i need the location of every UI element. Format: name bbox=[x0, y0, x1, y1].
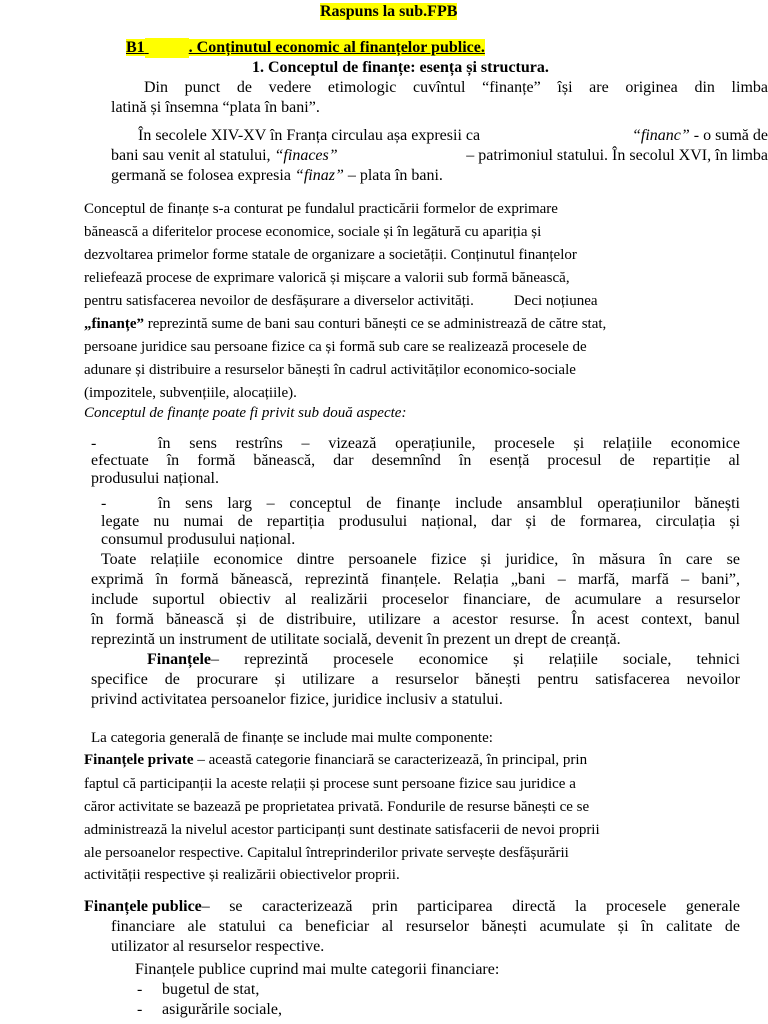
list-bullet: - bbox=[101, 495, 107, 512]
text-line: Conceptul de finanțe poate fi privit sub două aspecte: bbox=[84, 405, 407, 421]
text-line: Finanțele private – această categorie financiară se caracterizează, în principal, prin bbox=[84, 752, 588, 768]
text-line: latină și însemna “plata în bani”. bbox=[111, 99, 320, 116]
text-line: consumul produsului național. bbox=[101, 531, 296, 548]
list-bullet: - bbox=[137, 981, 143, 998]
text-line: Finanțele – reprezintă procesele economice și relațiile sociale, tehnici bbox=[147, 651, 740, 668]
text-line: include suportul obiectiv al realizării proceselor financiare, de acumulare a resurselor bbox=[91, 591, 740, 608]
text-line: în formă bănească și de distribuire, utilizare a acestor resurse. În acest context, banul bbox=[91, 611, 740, 628]
section-code: B1 bbox=[126, 39, 145, 56]
text-line: Finanțele publice cuprind mai multe categorii financiare: bbox=[135, 961, 500, 978]
list-bullet: - bbox=[137, 1001, 143, 1018]
text-line: căror activitate se bazează pe proprietatea privată. Fondurile de resurse bănești ce se bbox=[84, 799, 590, 815]
text-line: privind activitatea persoanelor fizice, juridice inclusiv a statului. bbox=[91, 691, 503, 708]
text-line: Din punct de vedere etimologic cuvîntul “finanțe” își are originea din limba bbox=[144, 79, 768, 96]
text-line: dezvoltarea primelor forme statale de organizare a societății. Conținutul finanțelor bbox=[84, 247, 577, 263]
text-line: bănească a diferitelor procese economice, sociale și în legătură cu apariția și bbox=[84, 224, 542, 240]
text-line: Finanțele publice – se caracterizează prin participarea directă la procesele generale bbox=[84, 898, 740, 915]
text-line: utilizator al resurselor respective. bbox=[111, 938, 325, 955]
text-line: Conceptul de finanțe s-a conturat pe fundalul practicării formelor de exprimare bbox=[84, 201, 558, 217]
list-item: bugetul de stat, bbox=[162, 981, 260, 998]
text-line: în sens larg – conceptul de finanțe include ansamblul operațiunilor bănești bbox=[158, 495, 740, 512]
text-line: pentru satisfacerea nevoilor de desfășurare a diverselor activități. Deci noțiunea bbox=[84, 293, 598, 309]
text-line: ale persoanelor respective. Capitalul întreprinderilor private servește desfășurării bbox=[84, 845, 569, 861]
text-line: bani sau venit al statului, “finaces” – patrimoniul statului. În secolul XVI, în limba bbox=[111, 147, 768, 164]
text-line: în sens restrîns – vizează operațiunile, procesele și relațiile economice bbox=[158, 435, 740, 452]
document-header: Raspuns la sub.FPB bbox=[320, 3, 458, 20]
text-line: persoane juridice sau persoane fizice ca și formă sub care se realizează procesele de bbox=[84, 339, 587, 355]
text-line: efectuate în formă bănească, dar desemnînd în esență procesul de repartiție al bbox=[91, 452, 740, 469]
text-line: Toate relațiile economice dintre persoanele fizice și juridice, în măsura în care se bbox=[101, 551, 740, 568]
text-line: faptul că participanții la aceste relații și procese sunt persoane fizice sau juridice a bbox=[84, 776, 576, 792]
text-line: specifice de procurare și utilizare a resurselor bănești pentru satisfacerea nevoilor bbox=[91, 671, 740, 688]
section-heading: . Conținutul economic al finanțelor publice. bbox=[188, 39, 485, 56]
text-line: (impozitele, subvențiile, alocațiile). bbox=[84, 385, 297, 401]
text-line: financiare ale statului ca beneficiar al resurselor bănești acumulate și în calitate de bbox=[111, 918, 740, 935]
text-line: reliefează procese de exprimare valorică și mișcare a valorii sub formă bănească, bbox=[84, 270, 570, 286]
text-line: activității respective și realizării obiectivelor proprii. bbox=[84, 867, 400, 883]
text-line: La categoria generală de finanțe se include mai multe componente: bbox=[91, 730, 493, 746]
section-title bbox=[126, 38, 485, 58]
text-line: administrează la nivelul acestor participanți sunt destinate satisfacerii de nevoi proprii bbox=[84, 822, 600, 838]
text-line: reprezintă un instrument de utilitate socială, devenit în prezent un drept de creanță. bbox=[91, 631, 621, 648]
list-item: asigurările sociale, bbox=[162, 1001, 282, 1018]
list-bullet: - bbox=[91, 435, 97, 452]
text-line: produsului național. bbox=[91, 470, 219, 487]
text-line: legate nu numai de repartiția produsului național, dar și de formarea, circulația și bbox=[101, 513, 740, 530]
text-line: germană se folosea expresia “finaz” – plata în bani. bbox=[111, 167, 443, 184]
text-line: „finanțe” reprezintă sume de bani sau conturi bănești ce se administrează de către stat, bbox=[84, 316, 607, 332]
text-line: exprimă în formă bănească, reprezintă finanțele. Relația „bani – marfă, marfă – bani”, bbox=[91, 571, 740, 588]
text-line: adunare și distribuire a resurselor bănești în cadrul activităților economico-sociale bbox=[84, 362, 576, 378]
text-line: În secolele XIV-XV în Franța circulau așa expresii ca “financ” - o sumă de bbox=[138, 127, 768, 144]
subsection-title: 1. Conceptul de finanțe: esența și structura. bbox=[252, 59, 549, 76]
